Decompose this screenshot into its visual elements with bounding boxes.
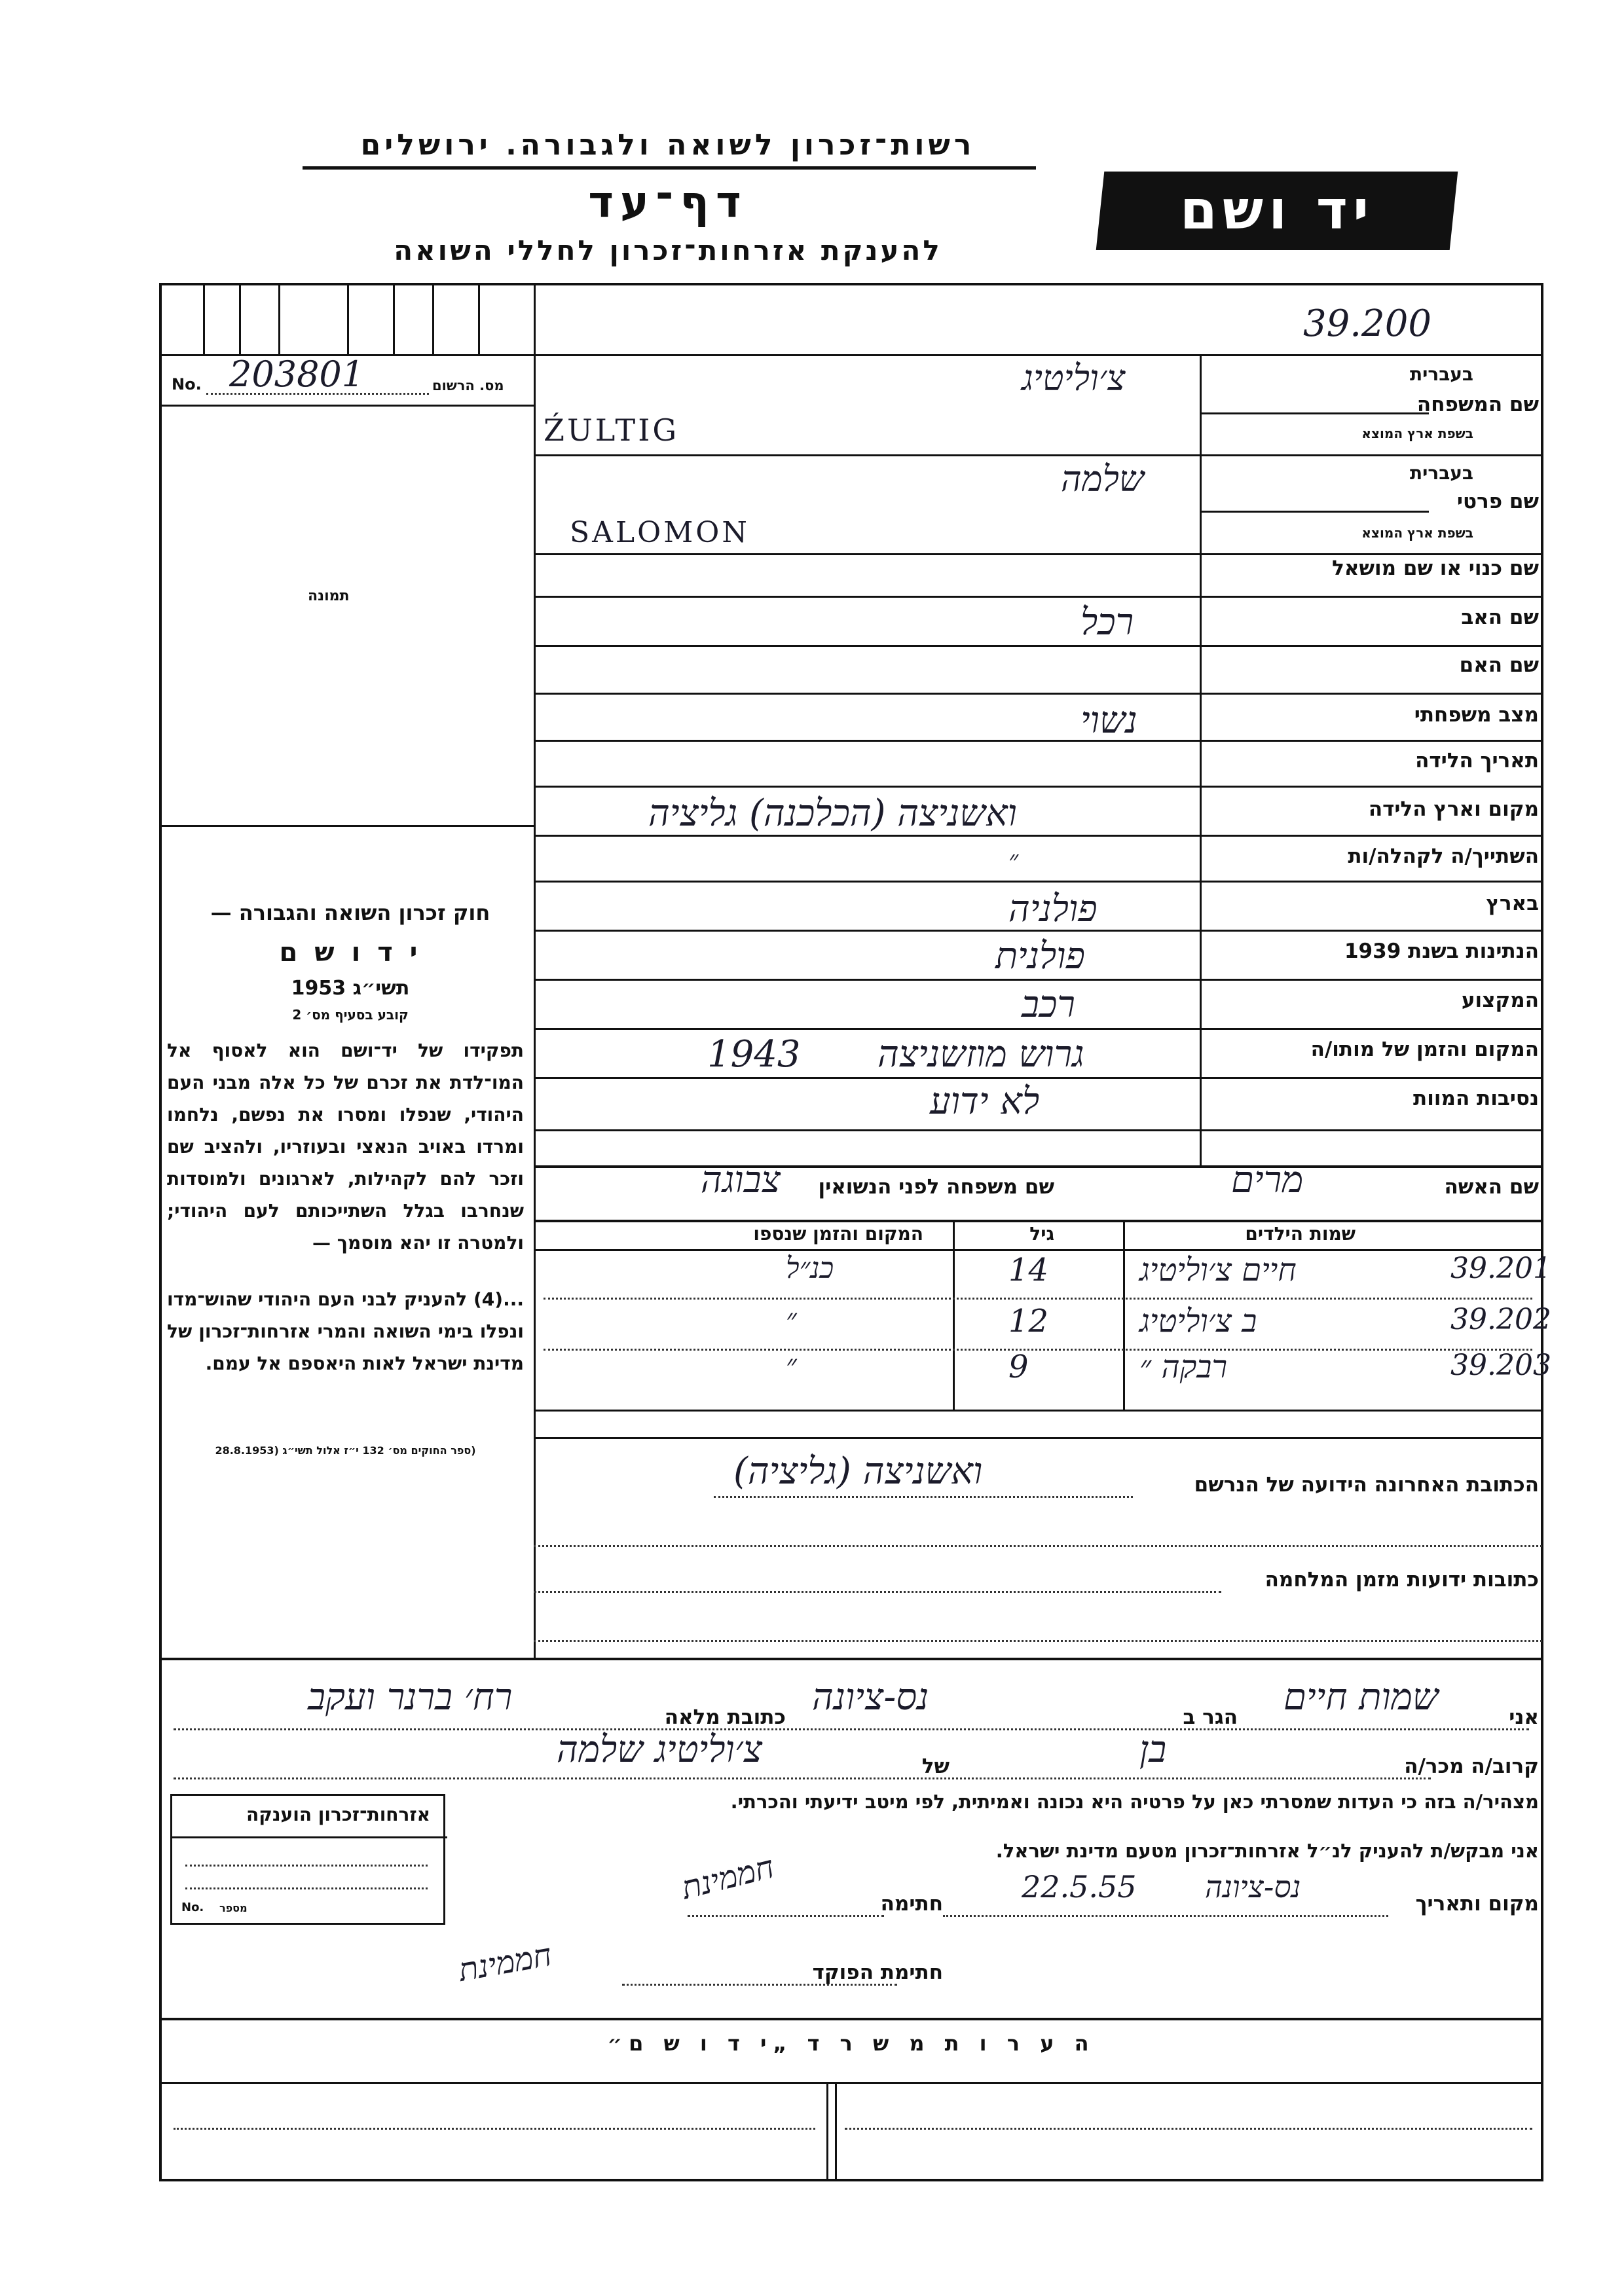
authority-name: רשות־זכרון לשואה ולגבורה. ירושלים [360, 128, 976, 162]
mother-label: שם האם [1459, 653, 1539, 677]
child-name: חיים צ׳וליטיג [1139, 1252, 1297, 1288]
top-box-tick [393, 284, 395, 354]
wife-row-top [534, 1165, 1542, 1168]
notes-section-top [160, 2018, 1542, 2020]
father-value: רכל [1080, 601, 1134, 644]
address-section-top [534, 1437, 1542, 1439]
row-line [534, 645, 1542, 647]
family-name-label: שם המשפחה [1416, 393, 1539, 416]
document-subtitle: להענקת אזרחות־זכרון לחללי השואה [394, 234, 942, 266]
war-address-dots [534, 1591, 1221, 1593]
citizenship-box-dots [185, 1887, 428, 1889]
authority-underline [303, 166, 1036, 170]
marital-status-value: נשוי [1080, 699, 1137, 742]
relation-label: קרוב/ה מכר/ה [1404, 1755, 1539, 1778]
birth-date-label: תאריך הלידה [1415, 749, 1539, 773]
death-circumstances-value: לא ידוע [930, 1080, 1040, 1123]
wife-label: שם האשה [1444, 1175, 1539, 1199]
declarant-full-address: רח׳ ברנר ועקב [308, 1676, 513, 1719]
registration-value: 203801 [229, 354, 365, 395]
declarant-city: נס-ציונה [812, 1676, 929, 1719]
citizenship-1939-value: פולנית [995, 935, 1085, 977]
declaration-statement: מצהיר/ה בזה כי העדות שמסרתי כאן על פרטיה היא נכונה ואמיתית, לפי מיטב ידיעתי והכרתי. [730, 1791, 1539, 1813]
notes-title: ה ע ר ו ת מ ש ר ד „י ד ו ש ם״ [607, 2031, 1096, 2056]
first-name-hebrew-value: שלמה [1061, 458, 1145, 500]
family-name-origin-value: ŹULTIG [544, 412, 680, 448]
signature-label: חתימה [880, 1892, 943, 1916]
declarant-name: שמות חיים [1283, 1676, 1439, 1719]
row-line [534, 1129, 1542, 1131]
citizenship-box-no: No. [181, 1901, 204, 1914]
death-place-label: המקום והזמן של מותו/ה [1310, 1038, 1539, 1061]
record-number: 39.200 [1303, 302, 1431, 345]
profession-label: המקצוע [1461, 989, 1539, 1012]
yad-vashem-logo [1096, 172, 1458, 250]
notes-header-line [160, 2082, 1542, 2084]
row-line [534, 1077, 1542, 1079]
registration-no-label: No. [172, 375, 202, 393]
maiden-name-value: צבוגה [701, 1159, 781, 1201]
row-line [534, 1028, 1542, 1030]
declarant-signature: חממינת [678, 1848, 778, 1907]
birth-place-label: מקום וארץ הלידה [1368, 797, 1539, 821]
wife-row-bottom [534, 1220, 1542, 1222]
row-line [534, 693, 1542, 695]
citizenship-box-dots [185, 1865, 428, 1867]
law-footer: (ספר החוקים מס׳ 132 י״ז אלול תשי״ג (28.8.1953 [215, 1444, 476, 1457]
community-label: השתייך/ה לקהלה/ות [1348, 845, 1539, 868]
registration-bottom-line [160, 405, 534, 407]
child-ref: 39.203 [1450, 1349, 1551, 1382]
last-address-dots [714, 1496, 1133, 1498]
label-column-divider [1200, 354, 1202, 1166]
signature-dots [688, 1915, 884, 1917]
nickname-label: שם כנוי או שם מושאל [1332, 556, 1539, 580]
child-age: 14 [1008, 1252, 1049, 1288]
children-place-header: המקום והזמן שנספו [753, 1223, 923, 1245]
relation-value: בן [1139, 1728, 1167, 1771]
birth-place-value: ואשניצה (הכלכנה) גליציה [648, 792, 1017, 835]
row-line [1200, 412, 1429, 414]
declarant-ani-label: אני [1509, 1705, 1539, 1729]
child-ref: 39.201 [1450, 1252, 1551, 1285]
profession-value: רכב [1022, 983, 1075, 1026]
child-ref: 39.202 [1450, 1303, 1551, 1336]
officer-signature-label: חתימת הפוקד [812, 1961, 943, 1984]
officer-dots [622, 1984, 897, 1986]
children-header-line [534, 1249, 1542, 1251]
children-names-header: שמות הילדים [1245, 1223, 1356, 1245]
children-bottom-line [534, 1410, 1542, 1412]
document-title: דף־עד [588, 177, 748, 227]
top-box-tick [239, 284, 241, 354]
child-place: ״ [786, 1349, 797, 1382]
officer-signature: חממינת [456, 1937, 555, 1989]
photo-label: תמונה [308, 588, 350, 604]
top-box-tick [203, 284, 205, 354]
declaration-place: נס-ציונה [1205, 1869, 1301, 1904]
of-label: של [921, 1755, 950, 1778]
row-line [534, 553, 1542, 555]
first-name-origin-label: בשפת ארץ המוצא [1361, 525, 1473, 541]
declaration-section-top [160, 1658, 1542, 1660]
top-box-tick [278, 284, 280, 354]
row-line [534, 454, 1542, 456]
child-age: 9 [1008, 1349, 1029, 1385]
first-name-origin-value: SALOMON [570, 516, 750, 549]
place-date-dots [943, 1915, 1388, 1917]
top-box-tick [478, 284, 480, 354]
community-value: ״ [1008, 845, 1019, 875]
child-age: 12 [1008, 1303, 1049, 1339]
war-addresses-label: כתובות ידועות מזמן המלחמה [1264, 1568, 1539, 1592]
family-name-hebrew-label: בעברית [1409, 363, 1473, 385]
death-place-value: גרוש מוזשניצה [877, 1033, 1084, 1076]
declaration-request: אני מבקש/ת להעניק לנ״ל אזרחות־זכרון מטעם מדינת ישראל. [995, 1840, 1539, 1862]
wife-value: מרים [1231, 1159, 1304, 1201]
notes-dots [845, 2128, 1532, 2130]
children-age-header: גיל [1029, 1223, 1054, 1245]
registration-label: מס. הרשום [432, 378, 504, 393]
child-name: רבקה ״ [1139, 1349, 1228, 1385]
row-line [534, 835, 1542, 837]
declarant-dots [174, 1728, 1529, 1730]
row-line [534, 740, 1542, 742]
left-column-divider [534, 284, 536, 1659]
citizenship-box-number-label: מספר [219, 1902, 248, 1914]
declaration-date: 22.5.55 [1022, 1869, 1137, 1904]
address-dots [534, 1640, 1542, 1642]
children-row-dots [544, 1349, 1532, 1351]
first-name-label: שם פרטי [1456, 490, 1539, 513]
full-address-label: כתובת מלאה [664, 1705, 786, 1729]
notes-col-divider [826, 2082, 828, 2180]
lives-in-label: הגר ב [1183, 1705, 1238, 1729]
child-place: ״ [786, 1303, 797, 1336]
child-place: כנ״ל [786, 1252, 834, 1285]
logo-text: יד ושם [1179, 179, 1375, 242]
country-value: פולניה [1008, 888, 1098, 930]
top-box-tick [347, 284, 349, 354]
country-label: בארץ [1486, 892, 1539, 915]
children-row-dots [544, 1298, 1532, 1300]
notes-col-divider [835, 2082, 837, 2180]
citizenship-box [170, 1794, 445, 1925]
citizenship-box-line [172, 1836, 447, 1838]
law-year: תשי״ג 1953 [291, 977, 410, 1000]
top-box-tick [432, 284, 434, 354]
family-name-hebrew-value: צ׳וליטיג [1022, 357, 1126, 399]
first-name-hebrew-label: בעברית [1409, 462, 1473, 484]
notes-dots [174, 2128, 815, 2130]
maiden-name-label: שם משפחה לפני הנשואין [818, 1175, 1054, 1199]
place-date-label: מקום ותאריך [1415, 1892, 1539, 1916]
law-title: חוק זכרון השואה והגבורה — [210, 900, 490, 925]
row-line [1200, 511, 1429, 513]
family-name-origin-label: בשפת ארץ המוצא [1361, 426, 1473, 441]
law-yad-vashem: י ד ו ש ם [279, 938, 422, 968]
marital-status-label: מצב משפחתי [1414, 703, 1539, 727]
last-address-value: ואשניצה (גליציה) [733, 1450, 983, 1493]
top-row-line [534, 354, 1542, 356]
row-line [534, 786, 1542, 788]
law-body: תפקידו של יד־ושם הוא לאסוף אל המו־לדת את זכרם של כל אלה מבני העם היהודי, שנפלו ומסרו את נפשם, נלחמו ומרדו באויב הנאצי ובעוזריו, ולהציב שם וזכר להם לקהילות, לארגונים ולמוסדות שנחרבו בגלל השתייכותם לעם היהודי; ולמטרה זו יהא מוסמך — [167, 1040, 524, 1254]
row-line [534, 881, 1542, 883]
photo-bottom-line [160, 825, 534, 827]
law-clause-4: ...(4) להעניק לבני העם היהודי שהוש־מדו ונפלו בימי השואה והמרי אזרחות־זכרון של מדינת ישראל לאות היאספם אל עמם. [167, 1288, 524, 1374]
death-circumstances-label: נסיבות המוות [1413, 1087, 1539, 1110]
child-name: ב צ׳וליטיג [1139, 1303, 1257, 1339]
row-line [534, 596, 1542, 598]
relation-dots [174, 1777, 1431, 1779]
children-col-divider [1123, 1220, 1125, 1410]
of-name-value: צ׳וליטיג שלמה [557, 1728, 763, 1771]
death-year-value: 1943 [707, 1033, 801, 1076]
father-label: שם האב [1461, 606, 1539, 629]
address-dots [534, 1545, 1542, 1547]
citizenship-box-title: אזרחות־זכרון הוענקה [246, 1804, 430, 1825]
citizenship-1939-label: הנתינות בשנת 1939 [1344, 939, 1539, 963]
law-clause: קובע בסעיף מס׳ 2 [292, 1007, 409, 1023]
children-col-divider [953, 1220, 955, 1410]
last-address-label: הכתובת האחרונה הידועה של הנרשם [1194, 1473, 1539, 1497]
row-line [534, 979, 1542, 981]
